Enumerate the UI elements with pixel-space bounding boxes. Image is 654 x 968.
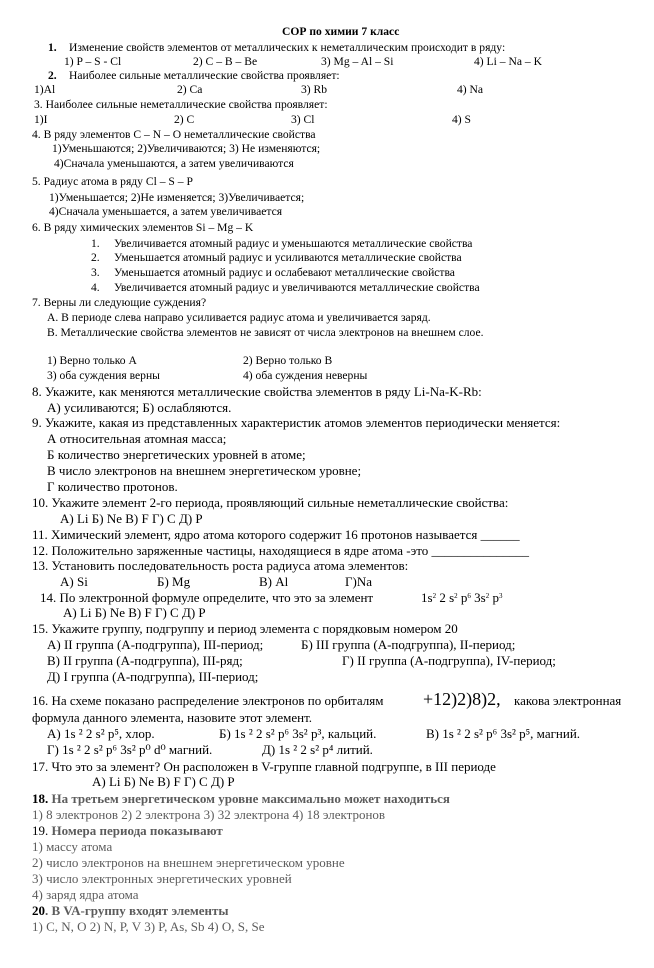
q7-option-3: 3) оба суждения верны <box>47 369 160 382</box>
q10-options: А) Li Б) Ne В) F Г) C Д) P <box>60 511 203 526</box>
q19-option-4: 4) заряд ядра атома <box>32 887 139 902</box>
q14-options: А) Li Б) Ne В) F Г) C Д) P <box>63 605 206 620</box>
q15-option-b: Б) III группа (А-подгруппа), II-период; <box>301 637 516 652</box>
q19-option-3: 3) число электронных энергетических уровней <box>32 871 292 886</box>
q19-option-2: 2) число электронов на внешнем энергетическом уровне <box>32 855 345 870</box>
q4-options-line-2: 4)Сначала уменьшаются, а затем увеличиваются <box>54 157 294 170</box>
q19-option-1: 1) массу атома <box>32 839 113 854</box>
q1-option-1: 1) P – S - Cl <box>64 55 122 68</box>
q12-text: 12. Положительно заряженные частицы, находящиеся в ядре атома -это _______________ <box>32 543 529 558</box>
q16-option-d: Г) 1s ² 2 s² p⁶ 3s² p⁰ d⁰ магний. <box>47 742 213 757</box>
q17-options: А) Li Б) Ne В) F Г) C Д) P <box>92 774 235 789</box>
q14-electron-formula: $1s^2$ 2 $s^2$ $p^6$ $3s^2$ $p^3$ <box>421 590 503 605</box>
q2-option-1: 1)Al <box>34 83 56 96</box>
q13-option-c: В) Al <box>259 574 289 589</box>
q2-option-2: 2) Ca <box>177 83 203 96</box>
q3-option-2: 2) C <box>174 113 195 126</box>
q2-number: 2. <box>48 69 57 82</box>
q6-option-1-number: 1. <box>91 237 100 250</box>
q13-option-b: Б) Mg <box>157 574 191 589</box>
q19-question: 19. Номера периода показывают <box>32 823 223 838</box>
q2-option-4: 4) Na <box>457 83 484 96</box>
q20-question: 20. В VA-группу входят элементы <box>32 903 229 918</box>
q10-text: 10. Укажите элемент 2-го периода, проявляющий сильные неметаллические свойства: <box>32 495 509 510</box>
q6-option-1: Увеличивается атомный радиус и уменьшаются металлические свойства <box>114 237 473 250</box>
q5-text: 5. Радиус атома в ряду Cl – S – P <box>32 175 193 188</box>
q7-option-2: 2) Верно только В <box>243 354 333 367</box>
q2-text: Наиболее сильные металлические свойства проявляет: <box>69 69 340 82</box>
q9-option-c: В число электронов на внешнем энергетическом уровне; <box>47 463 362 478</box>
q16-text: 16. На схеме показано распределение электронов по орбиталям <box>32 693 384 708</box>
q1-number: 1. <box>48 41 57 54</box>
q13-text: 13. Установить последовательность роста радиуса атома элементов: <box>32 558 409 573</box>
q16-option-e: Д) 1s ² 2 s² p⁴ литий. <box>262 742 373 757</box>
q3-text: 3. Наиболее сильные неметаллические свойства проявляет: <box>34 98 328 111</box>
q8-text: 8. Укажите, как меняются металлические свойства элементов в ряду Li-Na-K-Rb: <box>32 384 482 399</box>
q15-option-d: Г) II группа (А-подгруппа), IV-период; <box>342 653 556 668</box>
q4-text: 4. В ряду элементов C – N – O неметаллические свойства <box>32 128 316 141</box>
q16-text-2: какова электронная <box>514 693 622 708</box>
page-title: СОР по химии 7 класс <box>282 25 400 38</box>
q11-text: 11. Химический элемент, ядро атома которого содержит 16 протонов называется ______ <box>32 527 520 542</box>
q6-option-4-number: 4. <box>91 281 100 294</box>
q4-options-line-1: 1)Уменьшаются; 2)Увеличиваются; 3) Не изменяются; <box>52 142 321 155</box>
q5-options-line-2: 4)Сначала уменьшается, а затем увеличивается <box>49 205 283 218</box>
q5-options-line-1: 1)Уменьшается; 2)Не изменяется; 3)Увеличивается; <box>49 191 305 204</box>
q1-text: Изменение свойств элементов от металлических к неметаллическим происходит в ряду: <box>69 41 506 54</box>
q15-option-a: А) II группа (А-подгруппа), III-период; <box>47 637 264 652</box>
q7-text: 7. Верны ли следующие суждения? <box>32 296 207 309</box>
q16-orbital-scheme: +12)2)8)2, <box>423 689 501 709</box>
q1-option-4: 4) Li – Na – K <box>474 55 542 68</box>
q7-option-4: 4) оба суждения неверны <box>243 369 368 382</box>
q9-option-b: Б количество энергетических уровней в атоме; <box>47 447 306 462</box>
q15-option-e: Д) I группа (А-подгруппа), III-период; <box>47 669 259 684</box>
q13-option-a: А) Si <box>60 574 88 589</box>
q16-option-a: А) 1s ² 2 s² p⁵, хлор. <box>47 726 155 741</box>
q15-option-c: В) II группа (А-подгруппа), III-ряд; <box>47 653 243 668</box>
q20-options: 1) C, N, O 2) N, P, V 3) P, As, Sb 4) O, S, Se <box>32 919 265 934</box>
q6-option-3: Уменьшается атомный радиус и ослабевают металлические свойства <box>114 266 455 279</box>
q3-option-4: 4) S <box>452 113 472 126</box>
q17-text: 17. Что это за элемент? Он расположен в V-группе главной подгруппе, в III периоде <box>32 759 496 774</box>
q9-text: 9. Укажите, какая из представленных характеристик атомов элементов периодически меняется: <box>32 415 561 430</box>
q6-option-2-number: 2. <box>91 251 100 264</box>
q6-option-2: Уменьшается атомный радиус и усиливаются металлические свойства <box>114 251 462 264</box>
q1-option-2: 2) C – B – Be <box>193 55 258 68</box>
q9-option-d: Г количество протонов. <box>47 479 178 494</box>
q9-option-a: А относительная атомная масса; <box>47 431 227 446</box>
q7-option-1: 1) Верно только А <box>47 354 137 367</box>
q16-option-c: В) 1s ² 2 s² p⁶ 3s² p⁵, магний. <box>426 726 581 741</box>
q6-option-4: Увеличивается атомный радиус и увеличиваются металлические свойства <box>114 281 480 294</box>
q13-option-d: Г)Na <box>345 574 373 589</box>
q18-question: 18. На третьем энергетическом уровне максимально может находиться <box>32 791 450 806</box>
q14-text: 14. По электронной формуле определите, что это за элемент <box>40 590 374 605</box>
q7-statement-a: А. В периоде слева направо усиливается радиус атома и увеличивается заряд. <box>47 311 431 324</box>
q18-options: 1) 8 электронов 2) 2 электрона 3) 32 электрона 4) 18 электронов <box>32 807 386 822</box>
q6-text: 6. В ряду химических элементов Si – Mg – K <box>32 221 254 234</box>
q16-text-3: формула данного элемента, назовите этот элемент. <box>32 710 313 725</box>
q6-option-3-number: 3. <box>91 266 100 279</box>
q1-option-3: 3) Mg – Al – Si <box>321 55 394 68</box>
q8-options: А) усиливаются; Б) ослабляются. <box>47 400 232 415</box>
q16-option-b: Б) 1s ² 2 s² p⁶ 3s² p³, кальций. <box>219 726 377 741</box>
q7-statement-b: В. Металлические свойства элементов не зависят от числа электронов на внешнем слое. <box>47 326 484 339</box>
q15-text: 15. Укажите группу, подгруппу и период элемента с порядковым номером 20 <box>32 621 458 636</box>
q2-option-3: 3) Rb <box>301 83 328 96</box>
q3-option-1: 1)I <box>34 113 48 126</box>
q3-option-3: 3) Cl <box>291 113 315 126</box>
